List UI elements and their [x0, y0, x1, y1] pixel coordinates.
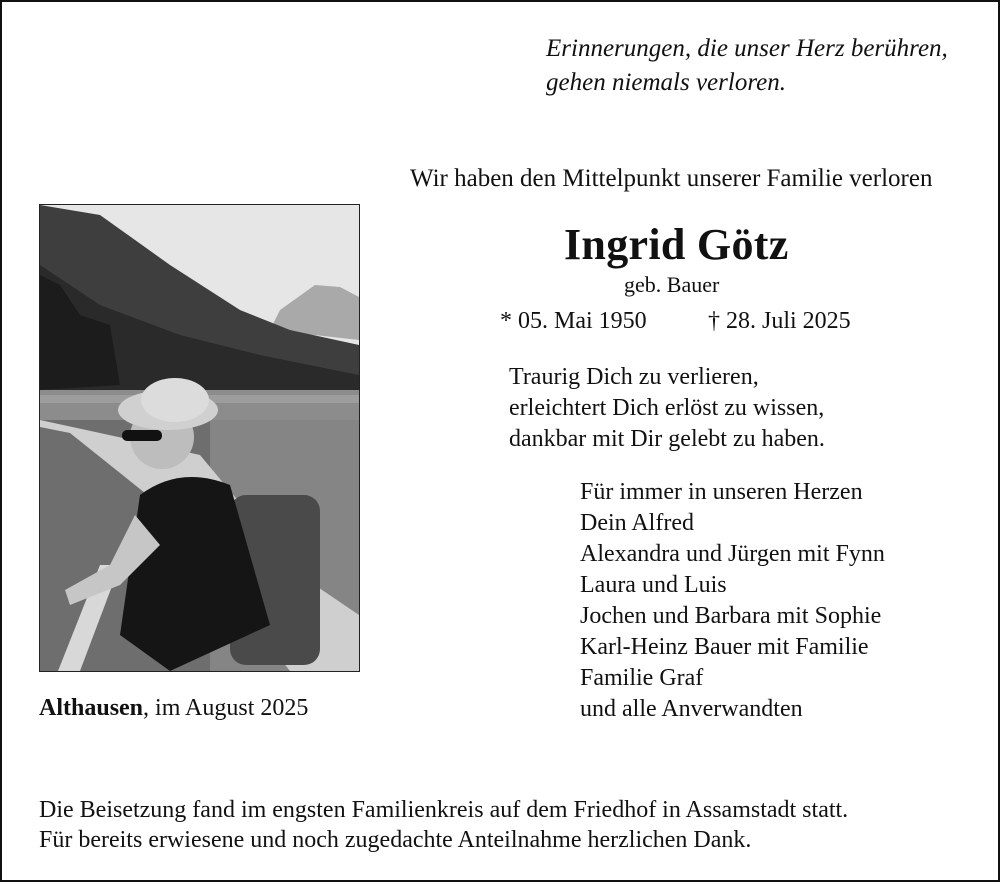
- funeral-notice: [39, 795, 848, 855]
- place-date: , im August 2025: [143, 695, 309, 721]
- mourners-list: [580, 477, 885, 725]
- verse-line: erleichtert Dich erlöst zu wissen,: [509, 395, 825, 421]
- motto-line: gehen niemals verloren.: [546, 69, 786, 96]
- birth-date: * 05. Mai 1950: [500, 308, 647, 334]
- mourner-line: Für immer in unseren Herzen: [580, 479, 863, 505]
- motto: [546, 32, 948, 100]
- verse-line: dankbar mit Dir gelebt zu haben.: [509, 426, 825, 452]
- mourner-line: Jochen und Barbara mit Sophie: [580, 603, 882, 629]
- place-and-date: [39, 695, 308, 722]
- verse-line: Traurig Dich zu verlieren,: [509, 364, 759, 390]
- motto-line: Erinnerungen, die unser Herz berühren,: [546, 35, 948, 62]
- verse: [509, 362, 825, 455]
- lead-text: Wir haben den Mittelpunkt unserer Familie verloren: [410, 165, 933, 192]
- town-name: Althausen: [39, 695, 144, 721]
- deceased-name: Ingrid Götz: [564, 220, 789, 269]
- mourner-line: Dein Alfred: [580, 510, 694, 536]
- mourner-line: und alle Anverwandten: [580, 696, 803, 722]
- birth-name: geb. Bauer: [624, 272, 720, 297]
- portrait-illustration: [40, 205, 359, 671]
- mourner-line: Karl-Heinz Bauer mit Familie: [580, 634, 869, 660]
- portrait-photo: [39, 204, 360, 672]
- mourner-line: Alexandra und Jürgen mit Fynn: [580, 541, 885, 567]
- notice-line: Die Beisetzung fand im engsten Familienkreis auf dem Friedhof in Assamstadt statt.: [39, 797, 849, 823]
- death-date: † 28. Juli 2025: [708, 308, 851, 334]
- mourner-line: Laura und Luis: [580, 572, 727, 598]
- mourner-line: Familie Graf: [580, 665, 704, 691]
- notice-line: Für bereits erwiesene und noch zugedachte Anteilnahme herzlichen Dank.: [39, 827, 752, 853]
